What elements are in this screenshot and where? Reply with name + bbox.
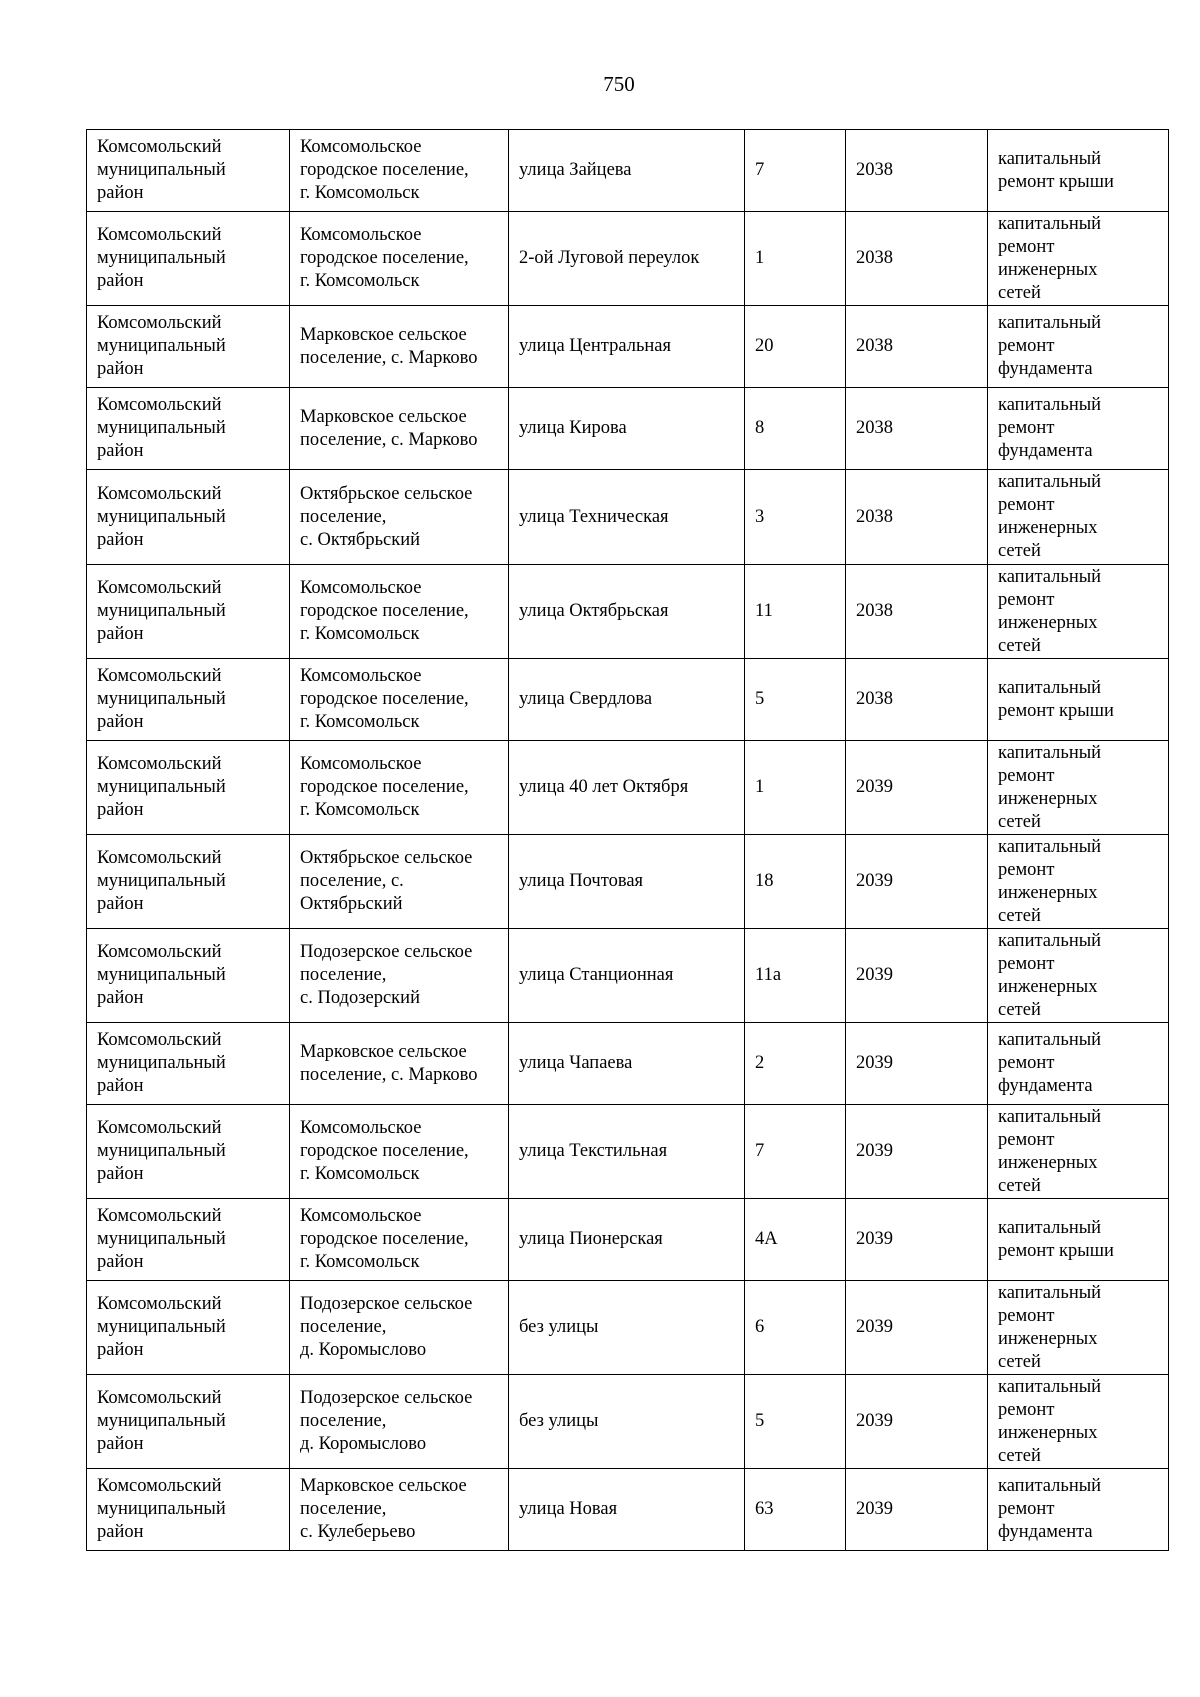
- street-cell: улица Текстильная: [509, 1105, 745, 1199]
- house-number-cell: 8: [745, 388, 846, 470]
- work-type-cell: капитальный ремонт фундамента: [988, 1469, 1169, 1551]
- house-number-cell: 18: [745, 835, 846, 929]
- district-cell: Комсомольский муниципальный район: [87, 835, 290, 929]
- work-type-cell: капитальный ремонт фундамента: [988, 306, 1169, 388]
- table-row: [87, 659, 1169, 741]
- table-row: [87, 835, 1169, 929]
- district-cell: Комсомольский муниципальный район: [87, 130, 290, 212]
- housing-repair-table: [86, 129, 1169, 1551]
- year-cell: 2039: [846, 1199, 988, 1281]
- settlement-cell: Комсомольское городское поселение, г. Комсомольск: [290, 130, 509, 212]
- street-cell: улица Октябрьская: [509, 565, 745, 659]
- street-cell: улица Зайцева: [509, 130, 745, 212]
- settlement-cell: Марковское сельское поселение, с. Марково: [290, 306, 509, 388]
- district-cell: Комсомольский муниципальный район: [87, 1105, 290, 1199]
- table-row: [87, 306, 1169, 388]
- house-number-cell: 7: [745, 1105, 846, 1199]
- street-cell: улица Техническая: [509, 470, 745, 565]
- house-number-cell: 5: [745, 1375, 846, 1469]
- house-number-cell: 11: [745, 565, 846, 659]
- table-row: [87, 929, 1169, 1023]
- house-number-cell: 1: [745, 741, 846, 835]
- table-row: [87, 1105, 1169, 1199]
- year-cell: 2039: [846, 1105, 988, 1199]
- street-cell: улица 40 лет Октября: [509, 741, 745, 835]
- work-type-cell: капитальный ремонт крыши: [988, 130, 1169, 212]
- work-type-cell: капитальный ремонт инженерных сетей: [988, 1281, 1169, 1375]
- district-cell: Комсомольский муниципальный район: [87, 1469, 290, 1551]
- house-number-cell: 1: [745, 212, 846, 306]
- house-number-cell: 63: [745, 1469, 846, 1551]
- house-number-cell: 11а: [745, 929, 846, 1023]
- house-number-cell: 6: [745, 1281, 846, 1375]
- table-row: [87, 565, 1169, 659]
- table-row: [87, 388, 1169, 470]
- street-cell: улица Пионерская: [509, 1199, 745, 1281]
- district-cell: Комсомольский муниципальный район: [87, 470, 290, 565]
- table-row: [87, 130, 1169, 212]
- street-cell: улица Станционная: [509, 929, 745, 1023]
- work-type-cell: капитальный ремонт фундамента: [988, 388, 1169, 470]
- settlement-cell: Марковское сельское поселение, с. Кулеберьево: [290, 1469, 509, 1551]
- year-cell: 2039: [846, 1375, 988, 1469]
- table-row: [87, 470, 1169, 565]
- street-cell: улица Новая: [509, 1469, 745, 1551]
- district-cell: Комсомольский муниципальный район: [87, 212, 290, 306]
- street-cell: улица Свердлова: [509, 659, 745, 741]
- year-cell: 2039: [846, 741, 988, 835]
- street-cell: без улицы: [509, 1375, 745, 1469]
- settlement-cell: Октябрьское сельское поселение, с. Октябрьский: [290, 835, 509, 929]
- settlement-cell: Комсомольское городское поселение, г. Комсомольск: [290, 565, 509, 659]
- year-cell: 2038: [846, 212, 988, 306]
- work-type-cell: капитальный ремонт инженерных сетей: [988, 835, 1169, 929]
- table-row: [87, 1281, 1169, 1375]
- year-cell: 2038: [846, 470, 988, 565]
- settlement-cell: Комсомольское городское поселение, г. Комсомольск: [290, 1199, 509, 1281]
- district-cell: Комсомольский муниципальный район: [87, 1375, 290, 1469]
- settlement-cell: Комсомольское городское поселение, г. Комсомольск: [290, 659, 509, 741]
- district-cell: Комсомольский муниципальный район: [87, 1199, 290, 1281]
- table-row: [87, 212, 1169, 306]
- district-cell: Комсомольский муниципальный район: [87, 1281, 290, 1375]
- year-cell: 2039: [846, 929, 988, 1023]
- settlement-cell: Комсомольское городское поселение, г. Комсомольск: [290, 212, 509, 306]
- page-number: 750: [603, 72, 635, 96]
- table-row: [87, 741, 1169, 835]
- year-cell: 2038: [846, 659, 988, 741]
- year-cell: 2039: [846, 1281, 988, 1375]
- house-number-cell: 3: [745, 470, 846, 565]
- street-cell: без улицы: [509, 1281, 745, 1375]
- table-row: [87, 1023, 1169, 1105]
- year-cell: 2038: [846, 306, 988, 388]
- district-cell: Комсомольский муниципальный район: [87, 659, 290, 741]
- work-type-cell: капитальный ремонт фундамента: [988, 1023, 1169, 1105]
- work-type-cell: капитальный ремонт инженерных сетей: [988, 1375, 1169, 1469]
- street-cell: улица Центральная: [509, 306, 745, 388]
- settlement-cell: Марковское сельское поселение, с. Марково: [290, 388, 509, 470]
- year-cell: 2038: [846, 130, 988, 212]
- year-cell: 2039: [846, 835, 988, 929]
- district-cell: Комсомольский муниципальный район: [87, 565, 290, 659]
- year-cell: 2039: [846, 1469, 988, 1551]
- table-row: [87, 1375, 1169, 1469]
- settlement-cell: Подозерское сельское поселение, д. Коромыслово: [290, 1281, 509, 1375]
- settlement-cell: Комсомольское городское поселение, г. Комсомольск: [290, 741, 509, 835]
- work-type-cell: капитальный ремонт инженерных сетей: [988, 212, 1169, 306]
- district-cell: Комсомольский муниципальный район: [87, 306, 290, 388]
- settlement-cell: Октябрьское сельское поселение, с. Октябрьский: [290, 470, 509, 565]
- settlement-cell: Подозерское сельское поселение, с. Подозерский: [290, 929, 509, 1023]
- district-cell: Комсомольский муниципальный район: [87, 388, 290, 470]
- street-cell: улица Чапаева: [509, 1023, 745, 1105]
- table-row: [87, 1469, 1169, 1551]
- district-cell: Комсомольский муниципальный район: [87, 741, 290, 835]
- work-type-cell: капитальный ремонт инженерных сетей: [988, 470, 1169, 565]
- house-number-cell: 20: [745, 306, 846, 388]
- year-cell: 2039: [846, 1023, 988, 1105]
- district-cell: Комсомольский муниципальный район: [87, 1023, 290, 1105]
- work-type-cell: капитальный ремонт крыши: [988, 659, 1169, 741]
- settlement-cell: Комсомольское городское поселение, г. Комсомольск: [290, 1105, 509, 1199]
- work-type-cell: капитальный ремонт инженерных сетей: [988, 1105, 1169, 1199]
- house-number-cell: 7: [745, 130, 846, 212]
- street-cell: улица Кирова: [509, 388, 745, 470]
- street-cell: улица Почтовая: [509, 835, 745, 929]
- work-type-cell: капитальный ремонт инженерных сетей: [988, 565, 1169, 659]
- settlement-cell: Марковское сельское поселение, с. Марково: [290, 1023, 509, 1105]
- house-number-cell: 5: [745, 659, 846, 741]
- house-number-cell: 4А: [745, 1199, 846, 1281]
- work-type-cell: капитальный ремонт крыши: [988, 1199, 1169, 1281]
- settlement-cell: Подозерское сельское поселение, д. Коромыслово: [290, 1375, 509, 1469]
- work-type-cell: капитальный ремонт инженерных сетей: [988, 929, 1169, 1023]
- year-cell: 2038: [846, 388, 988, 470]
- year-cell: 2038: [846, 565, 988, 659]
- work-type-cell: капитальный ремонт инженерных сетей: [988, 741, 1169, 835]
- house-number-cell: 2: [745, 1023, 846, 1105]
- district-cell: Комсомольский муниципальный район: [87, 929, 290, 1023]
- table-row: [87, 1199, 1169, 1281]
- street-cell: 2-ой Луговой переулок: [509, 212, 745, 306]
